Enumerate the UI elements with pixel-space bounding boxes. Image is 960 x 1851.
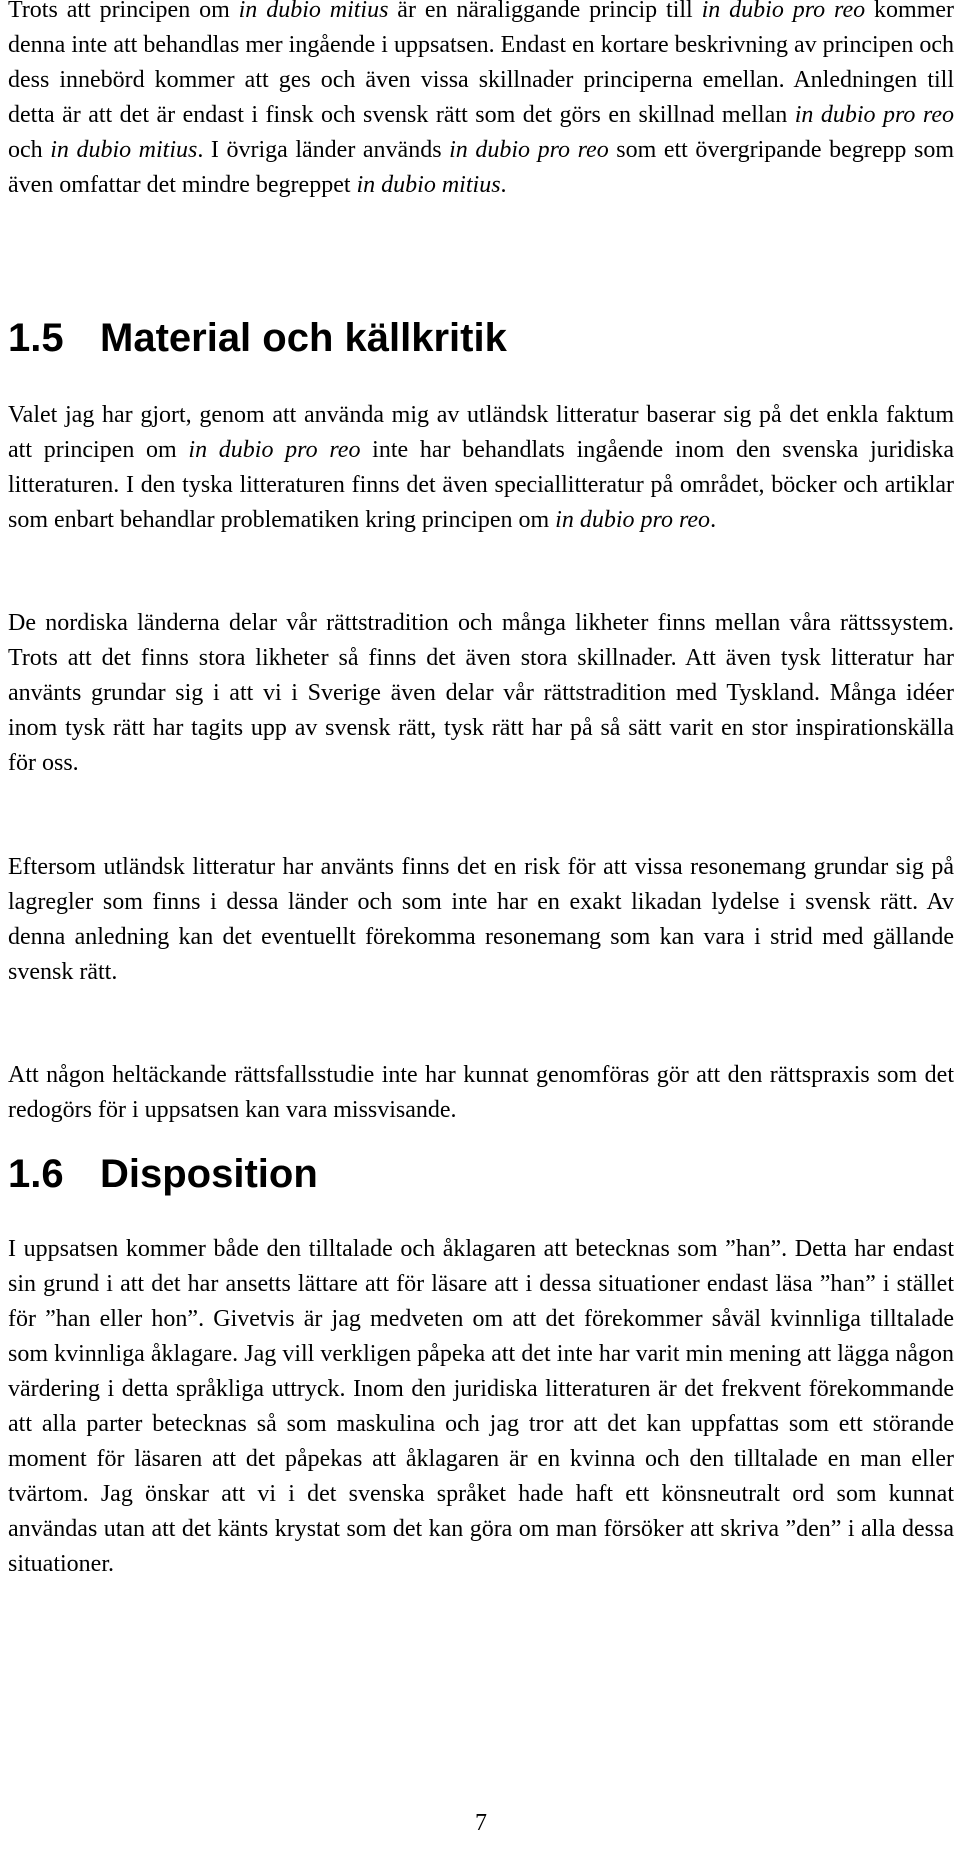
text-run: som ett övergripande begrepp som även omfattar det mindre begreppet	[8, 137, 955, 198]
latin-term: in dubio pro reo	[701, 0, 866, 23]
text-run: De nordiska länderna delar vår rättstradition och många likheter finns mellan våra rättssystem. Trots att det finns stora likheter så finns det även stora skillnader. Att även tysk litteratur har använts grundar sig i att vi i Sverige även delar vår rättstradition med Tyskland. Många idéer inom tysk rätt har tagits upp av svensk rätt, tysk rätt har på så sätt varit en stor inspirationskälla för oss.	[8, 610, 954, 776]
text-run: .	[710, 507, 717, 533]
paragraph-risk-for-resonemang	[8, 850, 954, 990]
text-run: kommer denna inte att behandlas mer ingående i uppsatsen. Endast en kortare beskrivning av principen och dess innebörd kommer att ges och även vissa skillnader principerna emellan. Anledningen till detta är att det är endast i finsk och svensk rätt som det görs en skillnad mellan	[8, 0, 955, 128]
paragraph-in-dubio-mitius	[8, 0, 954, 203]
text-run: I uppsatsen kommer både den tilltalade och åklagaren att betecknas som ”han”. Detta har endast sin grund i att det har ansetts lättare att för läsare att i dessa situationer endast läsa ”han” i stället för ”han eller hon”. Givetvis är jag medveten om att det förekommer såväl kvinnliga tilltalade som kvinnliga åklagare. Jag vill verkligen påpeka att det inte har varit min mening att lägga någon värdering i detta språkliga uttryck. Inom den juridiska litteraturen är det frekvent förekommande att alla parter betecknas så som maskulina och jag tror att det kan uppfattas som ett störande moment för läsaren att det påpekas att åklagaren är en kvinna och den tilltalade en man eller tvärtom. Jag önskar att vi i det svenska språket hade haft ett könsneutralt ord som kunnat användas utan att det känts krystat som det kan göra om man försöker att skriva ”den” i alla dessa situationer.	[8, 1236, 954, 1577]
latin-term: in dubio mitius	[50, 137, 198, 163]
text-run: är en näraliggande princip till	[388, 0, 702, 23]
page-number: 7	[475, 1810, 487, 1836]
latin-term: in dubio pro reo	[188, 437, 361, 463]
document-page	[8, 0, 954, 1851]
text-run: Eftersom utländsk litteratur har använts finns det en risk för att vissa resonemang grundar sig på lagregler som finns i dessa länder och som inte har en exakt likadan lydelse i svensk rätt. Av denna anledning kan det eventuellt förekomma resonemang som kan vara i strid med gällande svensk rätt.	[8, 854, 954, 985]
text-run: inte har behandlats ingående inom den svenska juridiska litteraturen. I den tyska litteraturen finns det även speciallitteratur på området, böcker och artiklar som enbart behandlar problematiken kring principen om	[8, 437, 954, 533]
latin-term: in dubio mitius	[356, 172, 501, 198]
section-number: 1.6	[8, 1152, 64, 1196]
text-run: .	[500, 172, 507, 198]
section-heading-disposition	[8, 1150, 318, 1198]
paragraph-disposition	[8, 1232, 954, 1582]
latin-term: in dubio pro reo	[555, 507, 711, 533]
paragraph-utlandsk-litteratur	[8, 398, 954, 538]
paragraph-nordiska-landerna	[8, 606, 954, 781]
section-heading-material-och-kallkritik	[8, 314, 507, 362]
latin-term: in dubio pro reo	[449, 137, 609, 163]
text-run: Trots att principen om	[8, 0, 239, 23]
paragraph-rattsfallsstudie	[8, 1058, 954, 1128]
section-title: Disposition	[100, 1152, 318, 1196]
latin-term: in dubio pro reo	[794, 102, 954, 128]
text-run: och	[8, 137, 51, 163]
text-run: . I övriga länder används	[197, 137, 450, 163]
latin-term: in dubio mitius	[238, 0, 389, 23]
section-number: 1.5	[8, 316, 64, 360]
text-run: Valet jag har gjort, genom att använda mig av utländsk litteratur baserar sig på det enkla faktum att principen om	[8, 402, 954, 463]
section-title: Material och källkritik	[100, 316, 507, 360]
text-run: Att någon heltäckande rättsfallsstudie inte har kunnat genomföras gör att den rättspraxis som det redogörs för i uppsatsen kan vara missvisande.	[8, 1062, 954, 1123]
